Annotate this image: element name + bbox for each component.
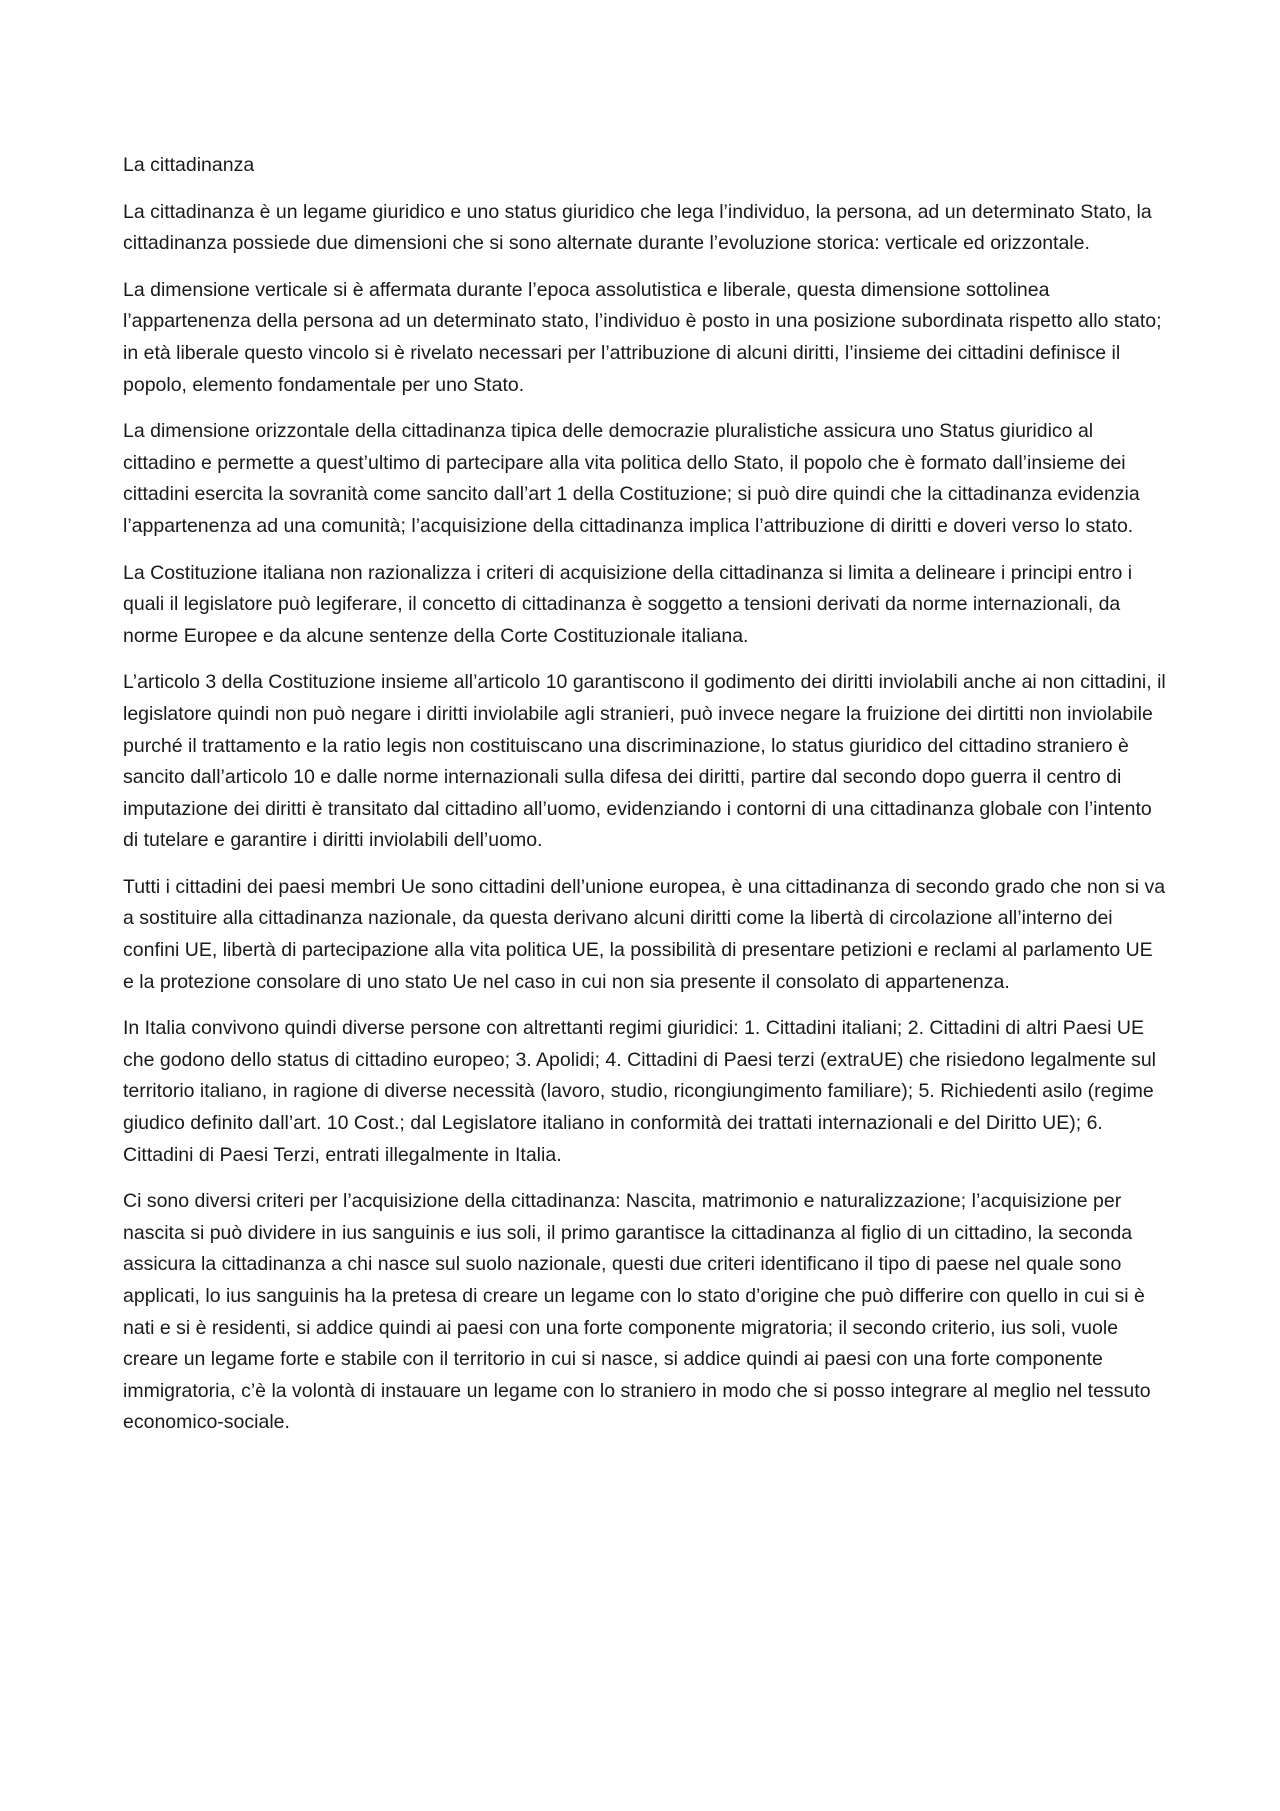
document-body [123, 150, 1168, 1454]
paragraph-definition: La cittadinanza è un legame giuridico e uno status giuridico che lega l’individuo, la persona, ad un determinato Stato, la cittadinanza possiede due dimensioni che si sono alternate durante l’evoluzione storica: verticale ed orizzontale. [123, 200, 1152, 255]
document-title: La cittadinanza [123, 154, 255, 176]
paragraph-constitution: La Costituzione italiana non razionalizza i criteri di acquisizione della cittadinanza si limita a delineare i principi entro i quali il legislatore può legiferare, il concetto di cittadinanza è soggetto a tensioni derivati da norme internazionali, da norme Europee e da alcune sentenze della Corte Costituzionale italiana. [123, 561, 1133, 647]
paragraph-acquisition-criteria: Ci sono diversi criteri per l’acquisizione della cittadinanza: Nascita, matrimonio e naturalizzazione; l’acquisizione per nascita si può dividere in ius sanguinis e ius soli, il primo garantisce la cittadinanza al figlio di un cittadino, la seconda assicura la cittadinanza a chi nasce sul suolo nazionale, questi due criteri identificano il tipo di paese nel quale sono applicati, lo ius sanguinis ha la pretesa di creare un legame con lo stato d’origine che può differire con quello in cui si è nati e si è residenti, si addice quindi ai paesi con una forte componente migratoria; il secondo criterio, ius soli, vuole creare un legame forte e stabile con il territorio in cui si nasce, si addice quindi ai paesi con una forte componente immigratoria, c’è la volontà di instauare un legame con lo straniero in modo che si posso integrare al meglio nel tessuto economico-sociale. [123, 1190, 1151, 1434]
paragraph-horizontal-dimension: La dimensione orizzontale della cittadinanza tipica delle democrazie pluralistiche assicura uno Status giuridico al cittadino e permette a quest’ultimo di partecipare alla vita politica dello Stato, il popolo che è formato dall’insieme dei cittadini esercita la sovranità come sancito dall’art 1 della Costituzione; si può dire quindi che la cittadinanza evidenzia l’appartenenza ad una comunità; l’acquisizione della cittadinanza implica l’attribuzione di diritti e doveri verso lo stato. [123, 420, 1140, 537]
paragraph-vertical-dimension: La dimensione verticale si è affermata durante l’epoca assolutistica e liberale, questa dimensione sottolinea l’appartenenza della persona ad un determinato stato, l’individuo è posto in una posizione subordinata rispetto allo stato; in età liberale questo vincolo si è rivelato necessari per l’attribuzione di alcuni diritti, l’insieme dei cittadini definisce il popolo, elemento fondamentale per uno Stato. [123, 278, 1162, 396]
paragraph-eu-citizenship: Tutti i cittadini dei paesi membri Ue sono cittadini dell’unione europea, è una cittadinanza di secondo grado che non si va a sostituire alla cittadinanza nazionale, da questa derivano alcuni diritti come la libertà di circolazione all’interno dei confini UE, libertà di partecipazione alla vita politica UE, la possibilità di presentare petizioni e reclami al parlamento UE e la protezione consolare di uno stato Ue nel caso in cui non sia presente il consolato di appartenenza. [123, 875, 1166, 993]
paragraph-article-3-10: L’articolo 3 della Costituzione insieme all’articolo 10 garantiscono il godimento dei diritti inviolabili anche ai non cittadini, il legislatore quindi non può negare i diritti inviolabile agli stranieri, può invece negare la fruizione dei dirtitti non inviolabile purché il trattamento e la ratio legis non costituiscano una discriminazione, lo status giuridico del cittadino straniero è sancito dall’articolo 10 e dalle norme internazionali sulla difesa dei diritti, partire dal secondo dopo guerra il centro di imputazione dei diritti è transitato dal cittadino all’uomo, evidenziando i contorni di una cittadinanza globale con l’intento di tutelare e garantire i diritti inviolabili dell’uomo. [123, 671, 1166, 852]
paragraph-legal-regimes: In Italia convivono quindi diverse persone con altrettanti regimi giuridici: 1. Cittadini italiani; 2. Cittadini di altri Paesi UE che godono dello status di cittadino europeo; 3. Apolidi; 4. Cittadini di Paesi terzi (extraUE) che risiedono legalmente sul territorio italiano, in ragione di diverse necessità (lavoro, studio, ricongiungimento familiare); 5. Richiedenti asilo (regime giudico definito dall’art. 10 Cost.; dal Legislatore italiano in conformità dei trattati internazionali e del Diritto UE); 6. Cittadini di Paesi Terzi, entrati illegalmente in Italia. [123, 1017, 1157, 1166]
